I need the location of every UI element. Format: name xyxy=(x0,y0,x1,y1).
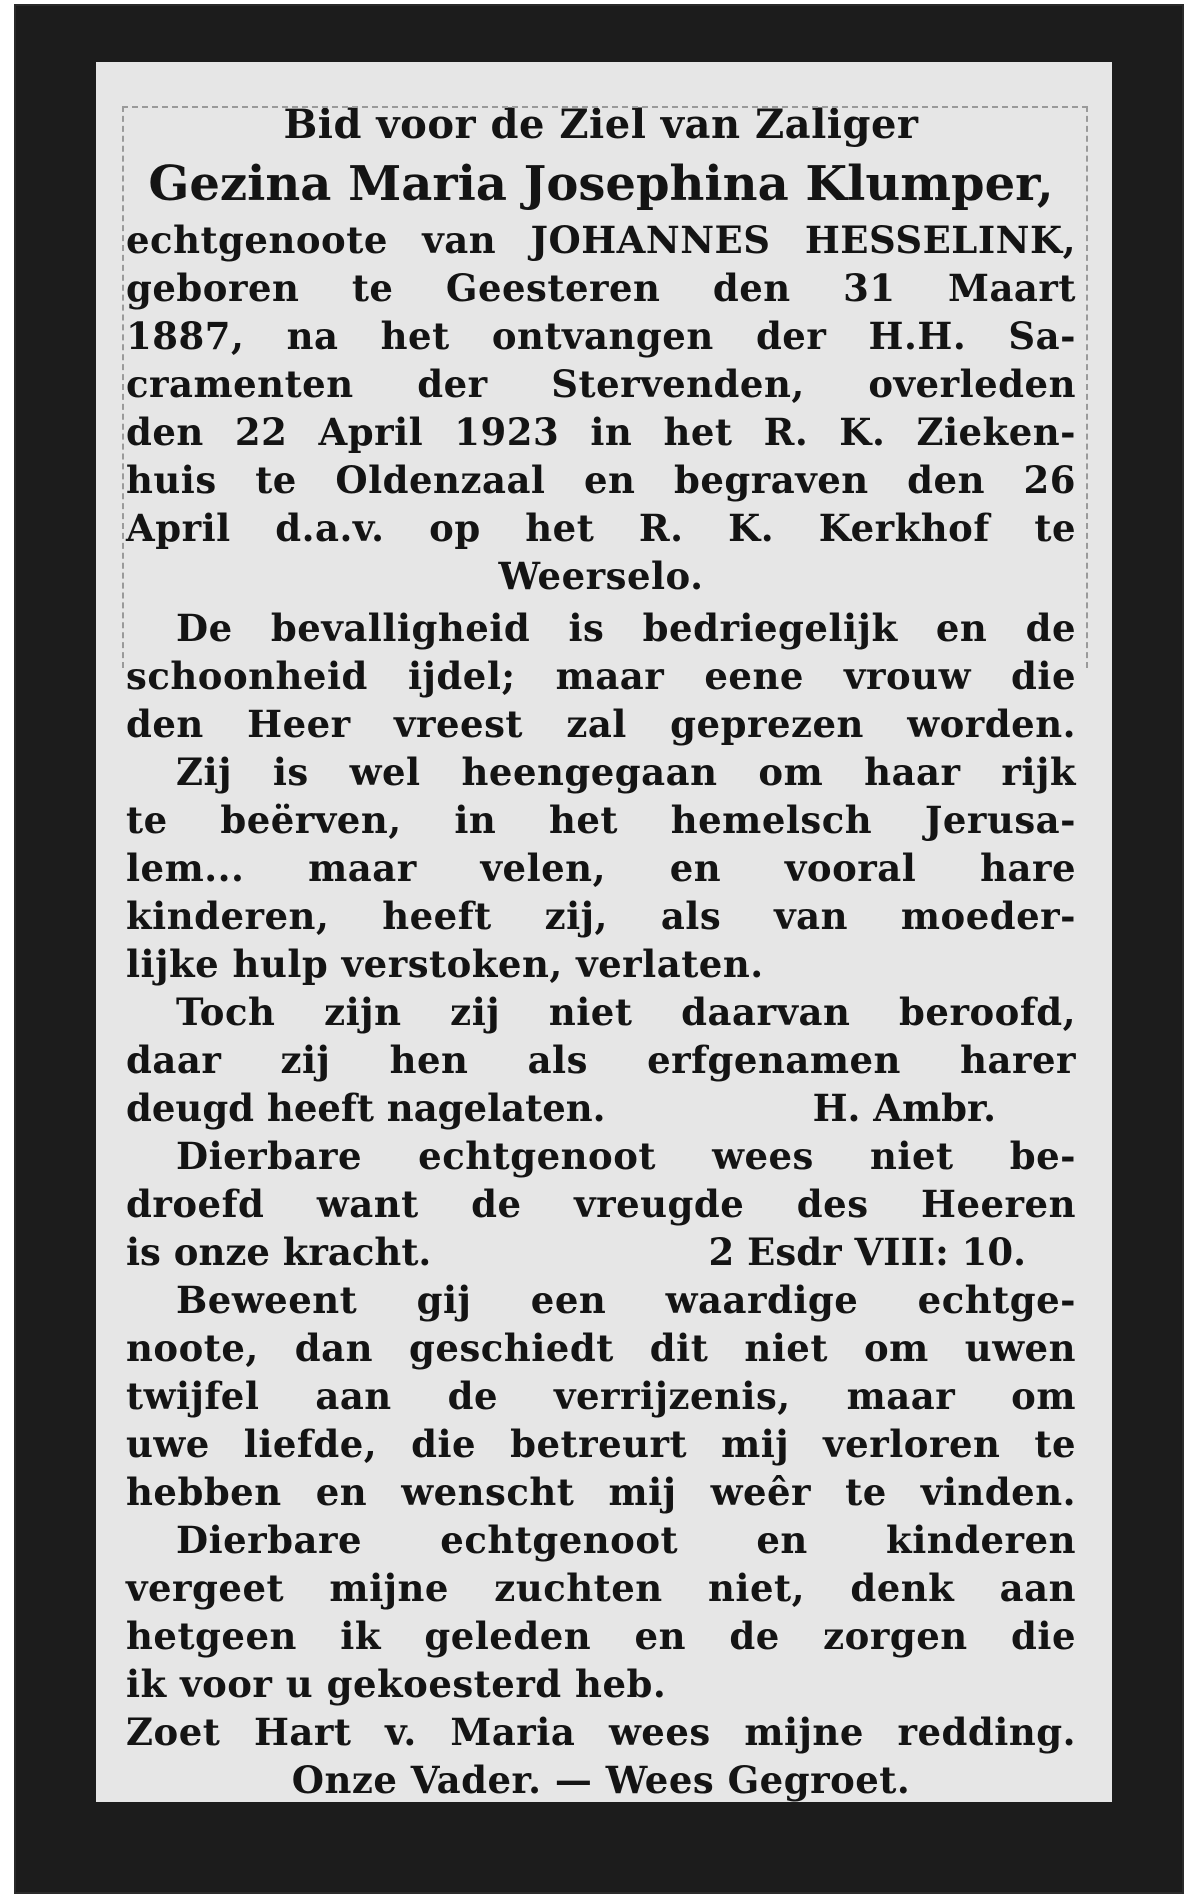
card-header: Bid voor de Ziel van Zaliger xyxy=(283,101,919,148)
verse-text: is onze kracht. xyxy=(126,1230,432,1274)
intro-line: echtgenoote van JOHANNES HESSELINK, xyxy=(126,218,1076,262)
prayer-line: Zoet Hart v. Maria wees mijne redding. xyxy=(126,1710,1076,1754)
verse-line: Zij is wel heengegaan om haar rijk xyxy=(176,750,1076,794)
verse-source: H. Ambr. xyxy=(812,1086,996,1130)
verse-line: lijke hulp verstoken, verlaten. xyxy=(126,942,764,986)
verse-source: 2 Esdr VIII: 10. xyxy=(708,1230,1026,1274)
verse-line: hetgeen ik geleden en de zorgen die xyxy=(126,1614,1076,1658)
intro-line: huis te Oldenzaal en begraven den 26 xyxy=(126,458,1076,502)
verse-line: daar zij hen als erfgenamen harer xyxy=(126,1038,1076,1082)
verse-citation-line xyxy=(126,1228,1076,1276)
verse-line: hebben en wenscht mij weêr te vinden. xyxy=(126,1470,1076,1514)
deceased-name: Gezina Maria Josephina Klumper, xyxy=(148,156,1054,212)
verse-line: te beërven, in het hemelsch Jerusa- xyxy=(126,798,1076,842)
intro-line: geboren te Geesteren den 31 Maart xyxy=(126,266,1076,310)
verse-line: ik voor u gekoesterd heb. xyxy=(126,1662,667,1706)
intro-line: April d.a.v. op het R. K. Kerkhof te xyxy=(126,506,1076,550)
verse-line: Dierbare echtgenoot en kinderen xyxy=(176,1518,1076,1562)
verse-text: deugd heeft nagelaten. xyxy=(126,1086,606,1130)
verse-line: Dierbare echtgenoot wees niet be- xyxy=(176,1134,1076,1178)
intro-line: cramenten der Stervenden, overleden xyxy=(126,362,1076,406)
verse-line: Beweent gij een waardige echtge- xyxy=(176,1278,1076,1322)
verse-line: uwe liefde, die betreurt mij verloren te xyxy=(126,1422,1076,1466)
intro-last-line: Weerselo. xyxy=(498,554,704,598)
verse-line: kinderen, heeft zij, als van moeder- xyxy=(126,894,1076,938)
verse-line: Toch zijn zij niet daarvan beroofd, xyxy=(176,990,1076,1034)
verse-line: noote, dan geschiedt dit niet om uwen xyxy=(126,1326,1076,1370)
verse-line: droefd want de vreugde des Heeren xyxy=(126,1182,1076,1226)
verse-line: twijfel aan de verrijzenis, maar om xyxy=(126,1374,1076,1418)
verse-line: vergeet mijne zuchten niet, denk aan xyxy=(126,1566,1076,1610)
intro-line: den 22 April 1923 in het R. K. Zieken- xyxy=(126,410,1076,454)
verse-line: lem... maar velen, en vooral hare xyxy=(126,846,1076,890)
verse-line: schoonheid ijdel; maar eene vrouw die xyxy=(126,654,1076,698)
closing-line: Onze Vader. — Wees Gegroet. xyxy=(291,1758,911,1802)
verse-line: den Heer vreest zal geprezen worden. xyxy=(126,702,1076,746)
memorial-card xyxy=(96,62,1112,1802)
intro-line: 1887, na het ontvangen der H.H. Sa- xyxy=(126,314,1076,358)
verse-line: De bevalligheid is bedriegelijk en de xyxy=(176,606,1076,650)
verse-citation-line xyxy=(126,1084,1076,1132)
